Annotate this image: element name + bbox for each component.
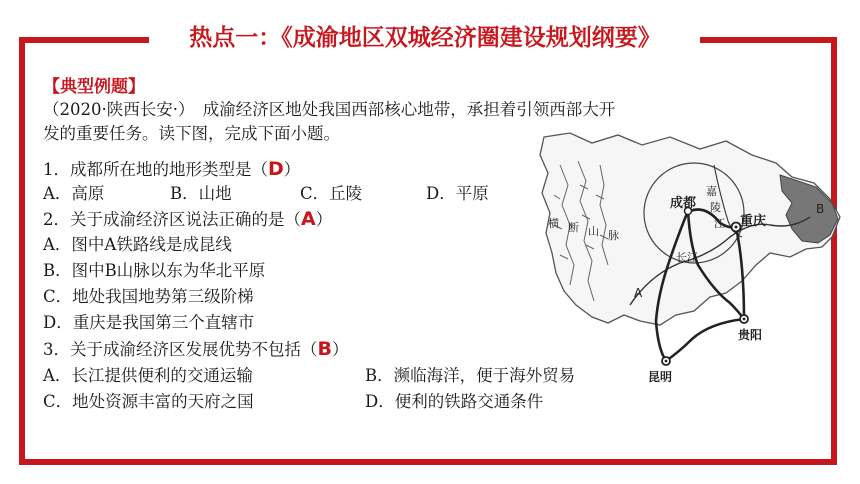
q3-option-b: B．濒临海洋，便于海外贸易: [365, 366, 576, 385]
question-2-text: 2．关于成渝经济区说法正确的是（: [43, 210, 301, 229]
q3-option-d: D．便利的铁路交通条件: [365, 392, 544, 411]
hengduan-char-3: 山: [588, 225, 599, 238]
question-2-close: ）: [315, 210, 333, 229]
q2-option-b: B．图中B山脉以东为华北平原: [43, 261, 266, 280]
question-2-answer: A: [301, 208, 316, 230]
question-1-answer: D: [268, 158, 284, 180]
question-3-options-row-2: [43, 390, 543, 414]
jialing-char-1: 嘉: [706, 185, 717, 198]
q3-option-c: C．地处资源丰富的天府之国: [43, 392, 254, 411]
jialing-char-3: 江: [714, 217, 725, 230]
q1-option-c: C．丘陵: [300, 184, 363, 203]
intro-line-2: 发的重要任务。读下图，完成下面小题。: [43, 124, 340, 143]
hengduan-char-1: 横: [548, 217, 559, 230]
chengyu-region-map: [530, 125, 850, 395]
question-2-stem: [43, 207, 332, 232]
question-1-close: ）: [283, 160, 301, 179]
q2-option-a: A．图中A铁路线是成昆线: [43, 235, 232, 254]
question-3-text: 3．关于成渝经济区发展优势不包括（: [43, 340, 318, 359]
q1-option-d: D．平原: [426, 184, 489, 203]
chengdu-label: 成都: [670, 196, 697, 211]
question-3-stem: [43, 337, 348, 362]
changjiang-label: 长江: [676, 251, 698, 264]
question-3-options-row-1: [43, 364, 575, 388]
question-3-close: ）: [331, 340, 349, 359]
example-tag: 【典型例题】: [43, 77, 145, 97]
question-1-text: 1．成都所在地的地形类型是（: [43, 160, 268, 179]
label-b: B: [816, 202, 825, 216]
label-a: A: [634, 286, 643, 300]
intro-line-1: （2020·陕西长安·） 成渝经济区地处我国西部核心地带，承担着引领西部大开: [43, 100, 616, 119]
q2-option-d: D．重庆是我国第三个直辖市: [43, 313, 255, 332]
jialing-char-2: 陵: [710, 201, 721, 214]
question-1-options: [43, 182, 489, 206]
q1-option-b: B．山地: [170, 184, 232, 203]
chongqing-label: 重庆: [740, 214, 767, 229]
hengduan-char-2: 断: [568, 221, 579, 234]
page-title: 热点一：《成渝地区双城经济圈建设规划纲要》: [189, 25, 661, 51]
question-3-answer: B: [317, 338, 332, 360]
q3-option-a: A．长江提供便利的交通运输: [43, 366, 253, 385]
kunming-label: 昆明: [648, 370, 673, 384]
q1-option-a: A．高原: [43, 184, 105, 203]
q2-option-c: C．地处我国地势第三级阶梯: [43, 287, 254, 306]
question-1-stem: [43, 157, 300, 182]
hengduan-char-4: 脉: [608, 229, 619, 242]
guiyang-label: 贵阳: [738, 328, 763, 342]
